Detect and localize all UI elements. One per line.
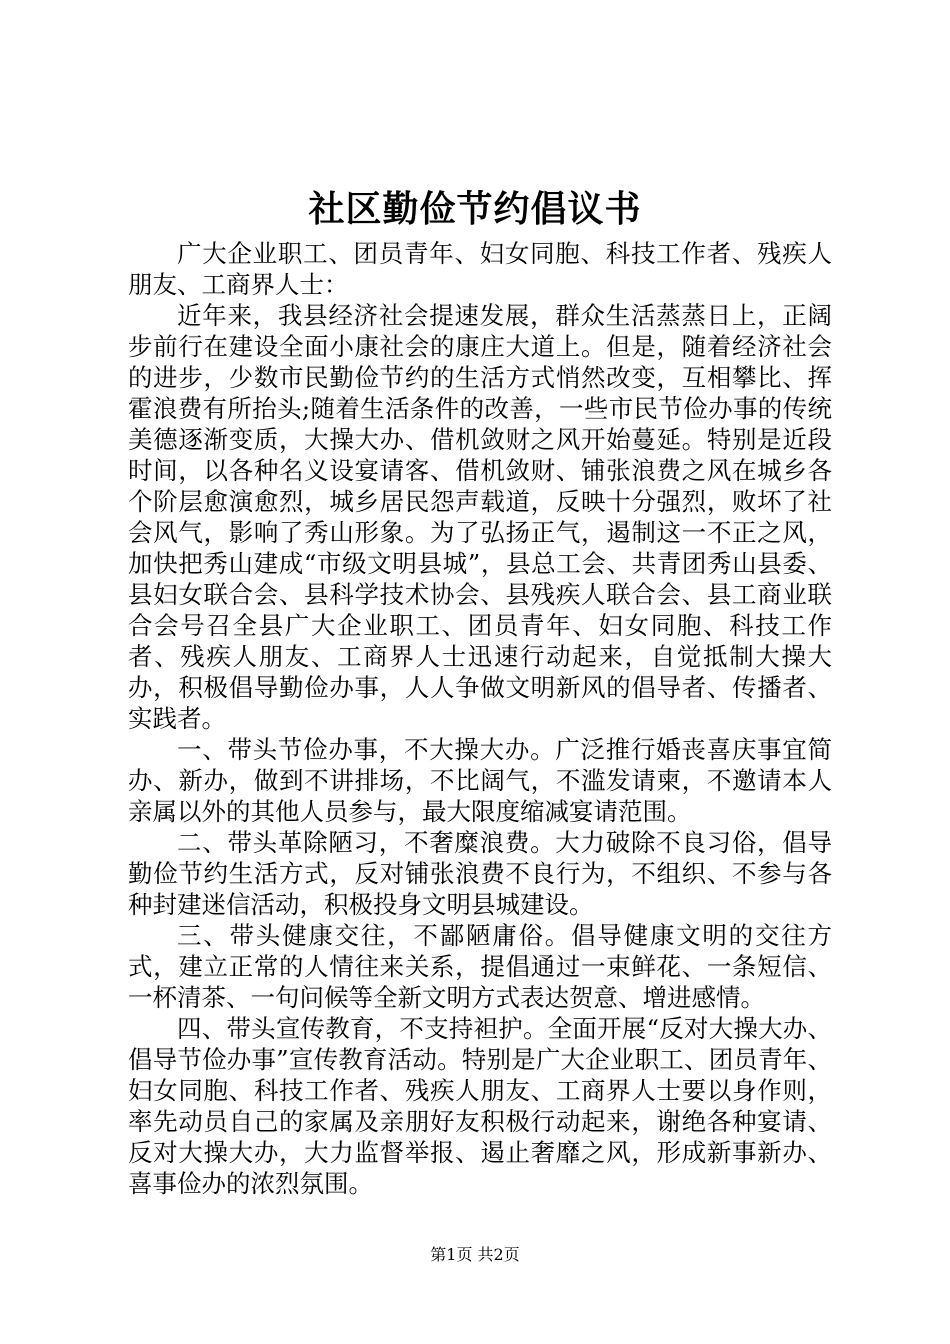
document-title: 社区勤俭节约倡议书 (308, 188, 642, 230)
intro-paragraph: 近年来，我县经济社会提速发展，群众生活蒸蒸日上，正阔步前行在建设全面小康社会的康庄大道上。但是，随着经济社会的进步，少数市民勤俭节约的生活方式悄然改变，互相攀比、挥霍浪费有所抬头;随着生活条件的改善，一些市民节俭办事的传统美德逐渐变质，大操大办、借机敛财之风开始蔓延。特别是近段时间，以各种名义设宴请客、借机敛财、铺张浪费之风在城乡各个阶层愈演愈烈，城乡居民怨声载道，反映十分强烈，败坏了社会风气，影响了秀山形象。为了弘扬正气，遏制这一不正之风，加快把秀山建成“市级文明县城”，县总工会、共青团秀山县委、县妇女联合会、县科学技术协会、县残疾人联合会、县工商业联合会号召全县广大企业职工、团员青年、妇女同胞、科技工作者、残疾人朋友、工商界人士迅速行动起来，自觉抵制大操大办，积极倡导勤俭办事，人人争做文明新风的倡导者、传播者、实践者。 (128, 301, 832, 733)
document-body (128, 238, 832, 1199)
proposal-paragraph-1: 一、带头节俭办事，不大操大办。广泛推行婚丧喜庆事宜简办、新办，做到不讲排场，不比阔气，不滥发请柬，不邀请本人亲属以外的其他人员参与，最大限度缩减宴请范围。 (128, 735, 832, 826)
salutation-paragraph: 广大企业职工、团员青年、妇女同胞、科技工作者、残疾人朋友、工商界人士： (128, 239, 832, 299)
proposal-paragraph-4: 四、带头宣传教育，不支持袒护。全面开展“反对大操大办、倡导节俭办事”宣传教育活动。特别是广大企业职工、团员青年、妇女同胞、科技工作者、残疾人朋友、工商界人士要以身作则，率先动员自己的家属及亲朋好友积极行动起来，谢绝各种宴请、反对大操大办，大力监督举报、遏止奢靡之风，形成新事新办、喜事俭办的浓烈氛围。 (128, 1014, 832, 1198)
page-footer: 第1页 共2页 (430, 1245, 520, 1264)
proposal-paragraph-2: 二、带头革除陋习，不奢糜浪费。大力破除不良习俗，倡导勤俭节约生活方式，反对铺张浪费不良行为，不组织、不参与各种封建迷信活动，积极投身文明县城建设。 (128, 828, 832, 919)
proposal-paragraph-3: 三、带头健康交往，不鄙陋庸俗。倡导健康文明的交往方式，建立正常的人情往来关系，提倡通过一束鲜花、一条短信、一杯清茶、一句问候等全新文明方式表达贺意、增进感情。 (128, 921, 832, 1012)
